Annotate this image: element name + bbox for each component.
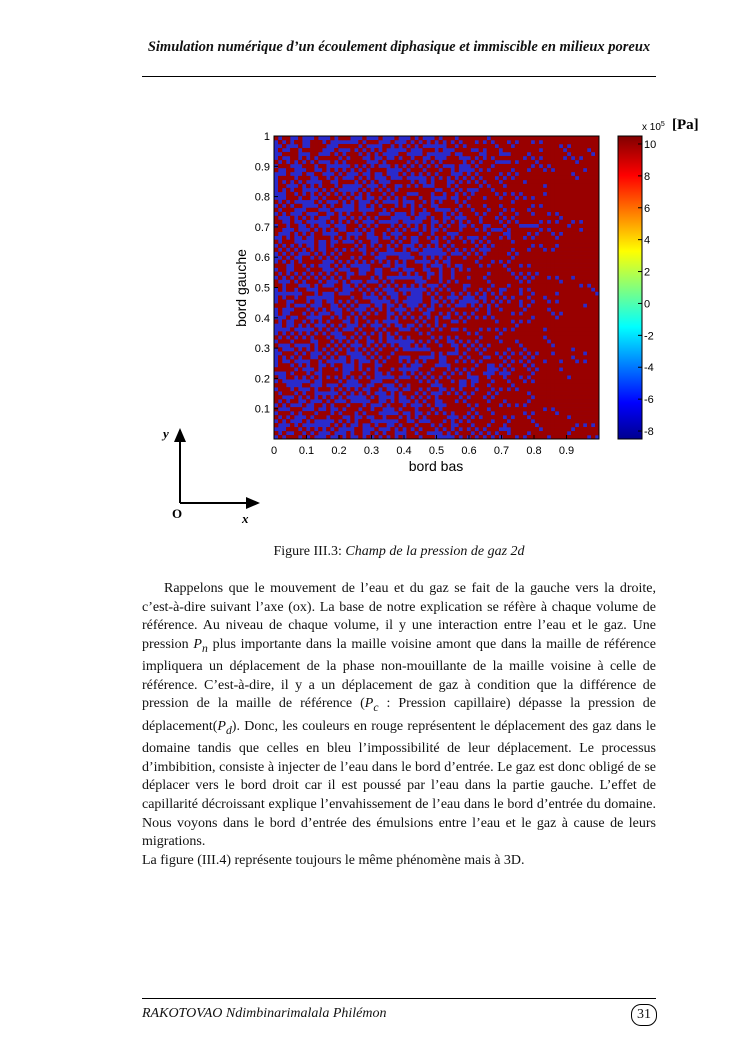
x-tick-label: 0.4 (396, 445, 412, 457)
y-tick-label: 0.3 (254, 343, 270, 356)
x-axis-label: bord bas (408, 458, 464, 474)
y-tick-label: 0.1 (254, 403, 270, 416)
x-tick-label: 0.2 (331, 445, 347, 457)
x-tick-label: 0.5 (428, 445, 445, 457)
y-tick-label: 0.2 (254, 373, 270, 386)
p1-part-a: Rappelons que le mouvement de l’eau et du gaz se fait de la gauche vers la droite, c’est-à-dire suivant l’axe (ox). La base de notre explication se réfère à chaque volume de référence. Au niveau de chaque volume, il y une interaction entre l’eau et le gaz. Une pression (142, 581, 656, 652)
y-tick-label: 0.9 (254, 161, 270, 174)
p1-part-c: : Pression capillaire) dépasse la pression de déplacement( (142, 696, 657, 734)
colorbar-multiplier: x $10^5$ (642, 121, 665, 133)
p1-part-d: ). Donc, les couleurs en rouge représentent le déplacement des gaz dans le domaine tandis que celles en bleu l’impossibilité de leur déplacement. Le processus d’imbibition, consiste à injecter de l’eau dans le bord d’entrée. Le gaz est donc obligé de se déplacer vers le bord droit car il est poussé par l’eau dans la partie gauche. L’effet de capillarité décroissant explique l’envahissement de l’eau dans le bord d’entrée du domaine. Nous voyons dans le bord d’entrée des émulsions entre l’eau et le gaz à cause de leurs migrations. (142, 718, 656, 850)
colorbar-tick-label: 10 (644, 138, 657, 151)
axes-sketch (161, 426, 258, 526)
x-tick-label: 0.8 (526, 445, 542, 457)
symbol-pn: P (193, 636, 202, 652)
symbol-pd: P (217, 718, 226, 734)
x-tick-label: 0.9 (558, 445, 575, 457)
sketch-y-label: y (163, 426, 169, 441)
y-tick-label: 0.5 (254, 282, 270, 295)
p1-part-b: plus importante dans la maille voisine amont que dans la maille de référence impliquera un déplacement de la phase non-mouillante de la maille voisine à celle de référence. C’est-à-dire, il y a un déplacement de gaz à condition que la différence de pression de la maille de référence ( (142, 636, 656, 712)
colorbar-tick-label: 2 (644, 266, 651, 279)
colorbar-unit: [Pa] (672, 117, 699, 133)
colorbar-gradient (618, 136, 642, 439)
colorbar-tick-label: 4 (644, 234, 651, 247)
x-tick-label: 0.7 (493, 445, 510, 457)
y-tick-label: 0.8 (254, 191, 270, 204)
colorbar-tick-label: -4 (644, 362, 654, 375)
symbol-pc: P (364, 696, 374, 712)
x-tick-label: 0 (270, 445, 278, 457)
colorbar-tick-label: 8 (644, 170, 651, 183)
y-tick-label: 1 (263, 131, 270, 143)
sketch-x-label: x (242, 511, 249, 526)
figure-title: Champ de la pression de gaz 2d (345, 544, 525, 559)
colorbar-tick-label: -8 (644, 426, 654, 439)
colorbar-tick-label: 0 (644, 298, 651, 311)
colorbar-tick-label: -6 (644, 394, 654, 407)
colorbar (618, 117, 699, 439)
running-header: Simulation numérique d’un écoulement diphasique et immiscible en milieux poreux (147, 39, 651, 55)
footer-rule (142, 998, 656, 999)
figure-caption (142, 544, 656, 560)
colorbar-tick-label: -2 (644, 330, 654, 343)
symbol-pc-sub: c (373, 701, 379, 715)
y-tick-label: 0.4 (254, 312, 270, 325)
paragraph-1 (142, 580, 656, 852)
footer-author: RAKOTOVAO Ndimbinarimalala Philémon (142, 1006, 387, 1021)
page-number: 31 (631, 1004, 657, 1026)
paragraph-2: La figure (III.4) représente toujours le même phénomène mais à 3D. (142, 852, 525, 868)
sketch-origin-label: O (172, 506, 183, 521)
body-text (142, 580, 656, 870)
x-tick-label: 0.3 (363, 445, 380, 457)
colorbar-tick-label: 6 (644, 202, 651, 215)
symbol-pn-sub: n (201, 641, 208, 655)
y-axis-label: bord gauche (233, 249, 249, 327)
heatmap-plot (274, 136, 599, 439)
y-tick-label: 0.6 (254, 252, 270, 265)
x-tick-label: 0.6 (461, 445, 477, 457)
symbol-pd-sub: d (225, 723, 232, 737)
x-tick-label: 0.1 (298, 445, 315, 457)
figure-number: Figure III.3: (273, 544, 342, 559)
y-tick-label: 0.7 (254, 221, 270, 234)
